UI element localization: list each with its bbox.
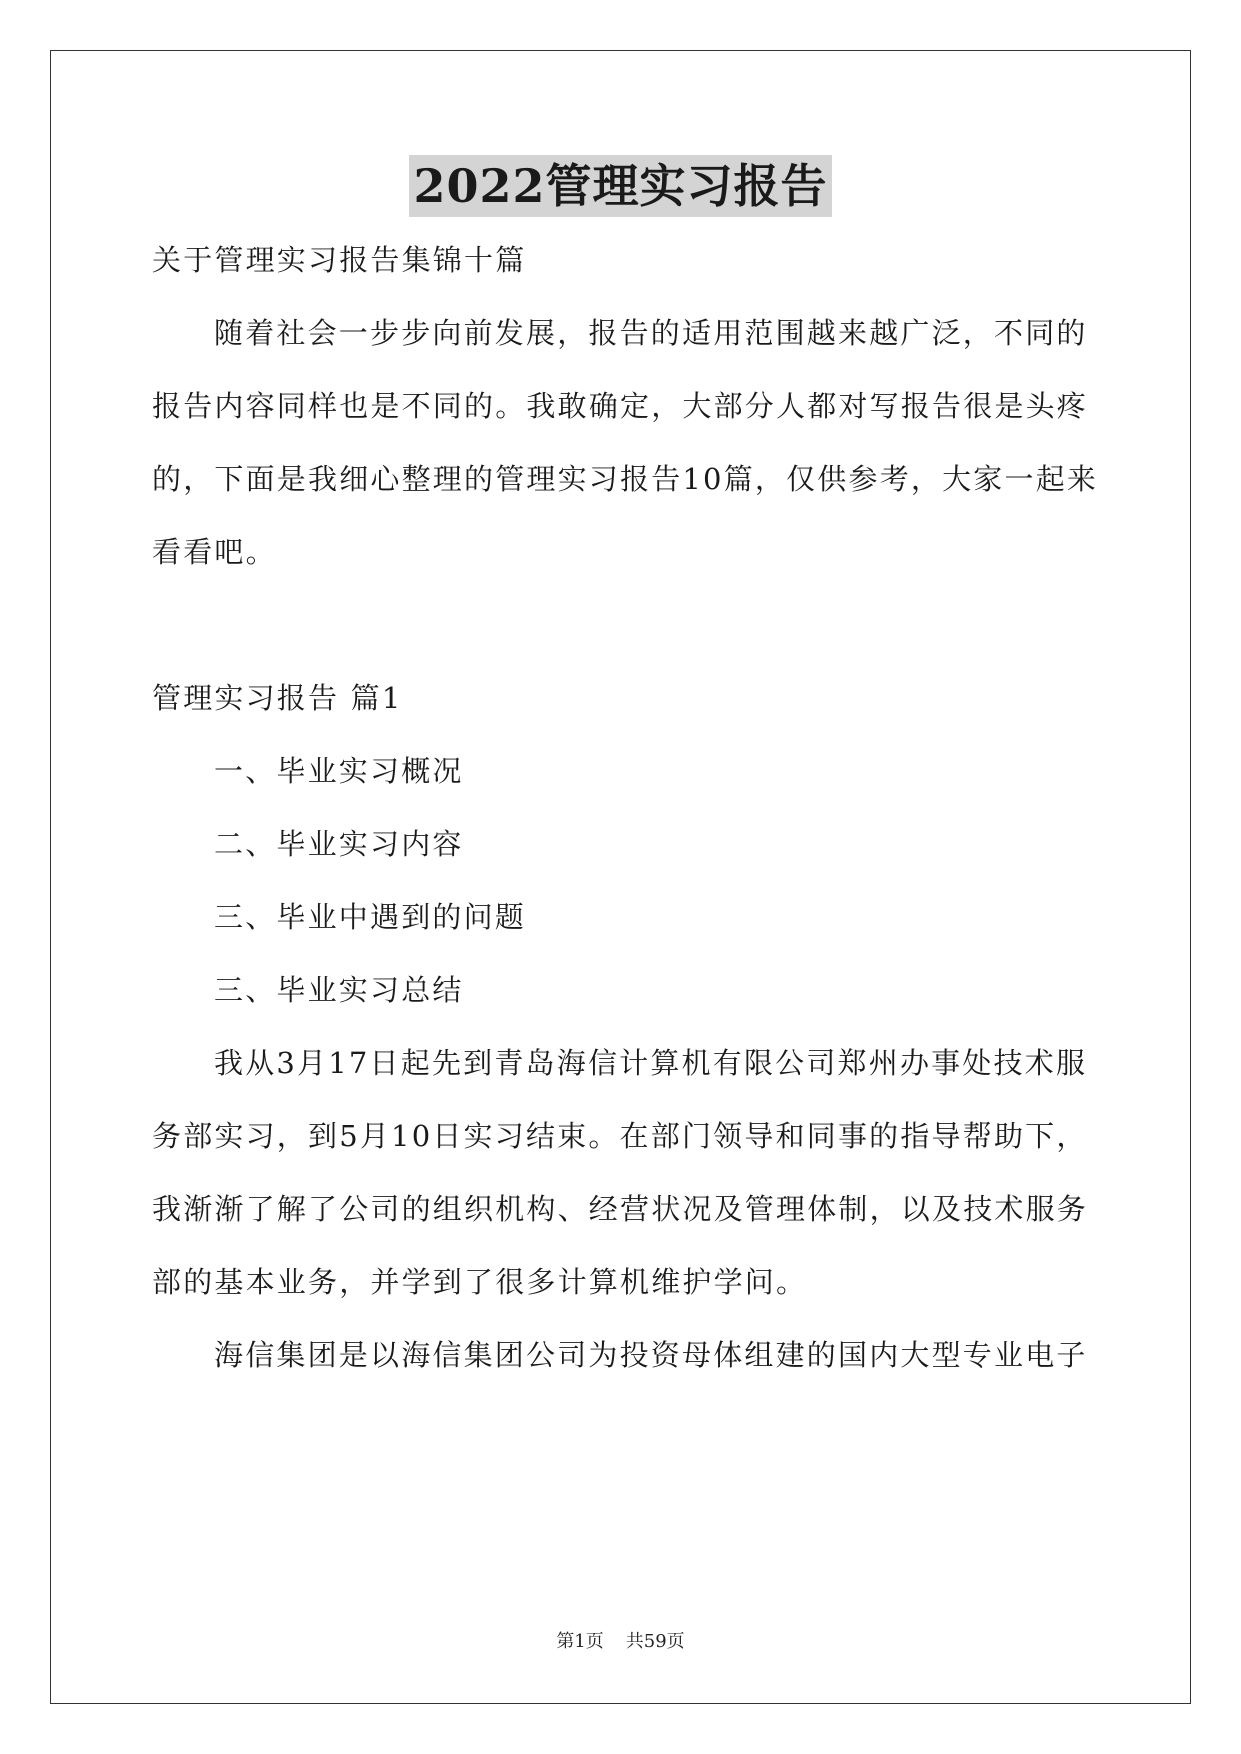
page-border: [50, 50, 1191, 1704]
paragraph-line: 我从3月17日起先到青岛海信计算机有限公司郑州办事处技术服: [214, 1046, 1088, 1080]
paragraph-line: 的，下面是我细心整理的管理实习报告10篇，仅供参考，大家一起来: [152, 462, 1099, 496]
document-title: 2022管理实习报告: [409, 155, 831, 217]
paragraph-line: 报告内容同样也是不同的。我敢确定，大部分人都对写报告很是头疼: [152, 389, 1089, 423]
paragraph-line: 我渐渐了解了公司的组织机构、经营状况及管理体制，以及技术服务: [152, 1192, 1089, 1226]
paragraph-line: 部的基本业务，并学到了很多计算机维护学问。: [152, 1265, 808, 1299]
outline-item: 二、毕业实习内容: [214, 827, 464, 861]
title-container: [0, 155, 1241, 217]
outline-item: 三、毕业实习总结: [214, 973, 464, 1007]
paragraph-line: 看看吧。: [152, 535, 277, 569]
subtitle-line: 关于管理实习报告集锦十篇: [152, 243, 527, 277]
paragraph-line: 随着社会一步步向前发展，报告的适用范围越来越广泛，不同的: [214, 316, 1088, 350]
page-total: 共59页: [625, 1631, 685, 1652]
outline-item: 一、毕业实习概况: [214, 754, 464, 788]
page-number: 第1页: [556, 1631, 604, 1652]
section-heading: 管理实习报告 篇1: [152, 681, 403, 715]
outline-item: 三、毕业中遇到的问题: [214, 900, 527, 934]
page-footer: [0, 1630, 1241, 1654]
paragraph-line: 海信集团是以海信集团公司为投资母体组建的国内大型专业电子: [214, 1338, 1088, 1372]
paragraph-line: 务部实习，到5月10日实习结束。在部门领导和同事的指导帮助下，: [152, 1119, 1088, 1153]
